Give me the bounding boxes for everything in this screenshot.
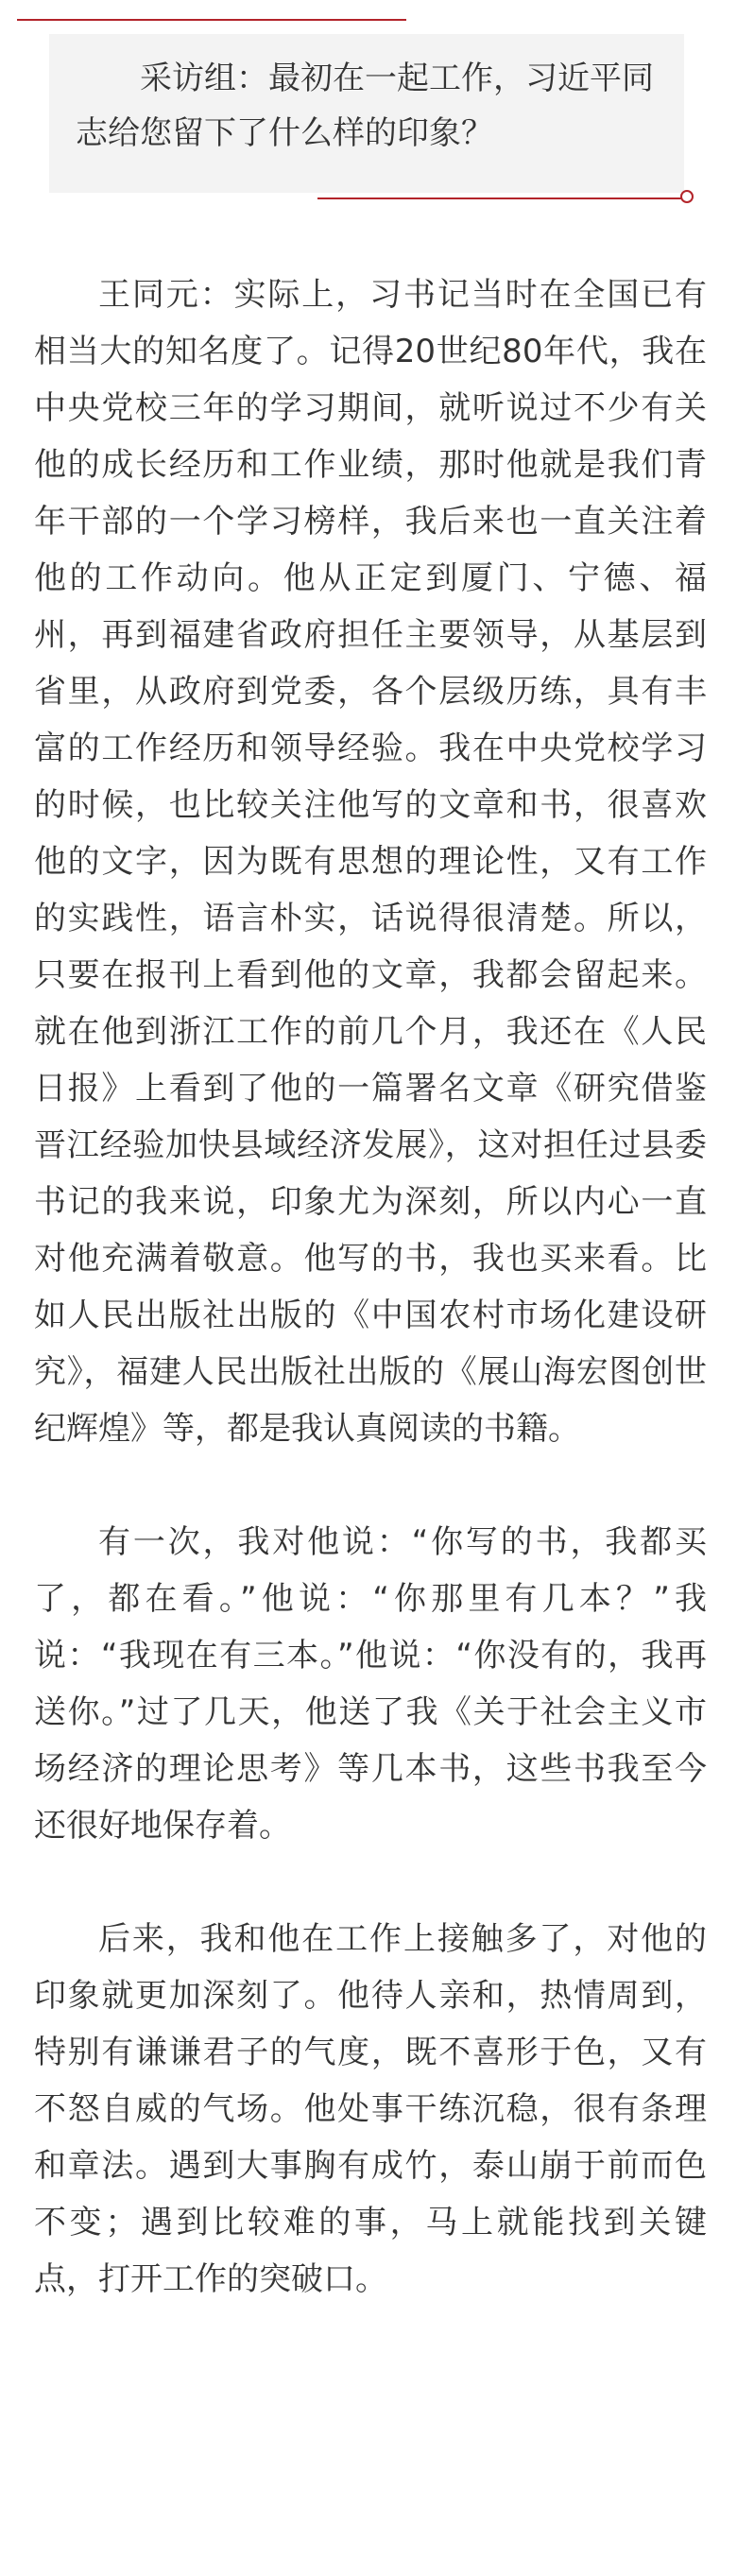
answer-paragraph: 王同元：实际上，习书记当时在全国已有相当大的知名度了。记得20世纪80年代，我在中央党校三年的学习期间，就听说过不少有关他的成长经历和工作业绩，那时他就是我们青年干部的一个学习榜样，我后来也一直关注着他的工作动向。他从正定到厦门、宁德、福州，再到福建省政府担任主要领导，从基层到省里，从政府到党委，各个层级历练，具有丰富的工作经历和领导经验。我在中央党校学习的时候，也比较关注他写的文章和书，很喜欢他的文字，因为既有思想的理论性，又有工作的实践性，语言朴实，话说得很清楚。所以，只要在报刊上看到他的文章，我都会留起来。就在他到浙江工作的前几个月，我还在《人民日报》上看到了他的一篇署名文章《研究借鉴晋江经验加快县域经济发展》，这对担任过县委书记的我来说，印象尤为深刻，所以内心一直对他充满着敬意。他写的书，我也买来看。比如人民出版社出版的《中国农村市场化建设研究》，福建人民出版社出版的《展山海宏图创世纪辉煌》等，都是我认真阅读的书籍。 xyxy=(34,276,707,1448)
article-body xyxy=(34,266,707,2308)
bottom-decorative-rule xyxy=(317,197,684,199)
top-decorative-rule xyxy=(17,19,406,21)
answer-paragraph: 后来，我和他在工作上接触多了，对他的印象就更加深刻了。他待人亲和，热情周到，特别有谦谦君子的气度，既不喜形于色，又有不怒自威的气场。他处事干练沉稳，很有条理和章法。遇到大事胸有成竹，泰山崩于前而色不变；遇到比较难的事，马上就能找到关键点，打开工作的突破口。 xyxy=(34,1920,707,2298)
circle-ornament-icon xyxy=(680,190,694,203)
answer-paragraph: 有一次，我对他说：“你写的书，我都买了，都在看。”他说：“你那里有几本？”我说：“我现在有三本。”他说：“你没有的，我再送你。”过了几天，他送了我《关于社会主义市场经济的理论思考》等几本书，这些书我至今还很好地保存着。 xyxy=(34,1523,707,1845)
interview-question: 采访组：最初在一起工作，习近平同志给您留下了什么样的印象？ xyxy=(76,60,654,152)
